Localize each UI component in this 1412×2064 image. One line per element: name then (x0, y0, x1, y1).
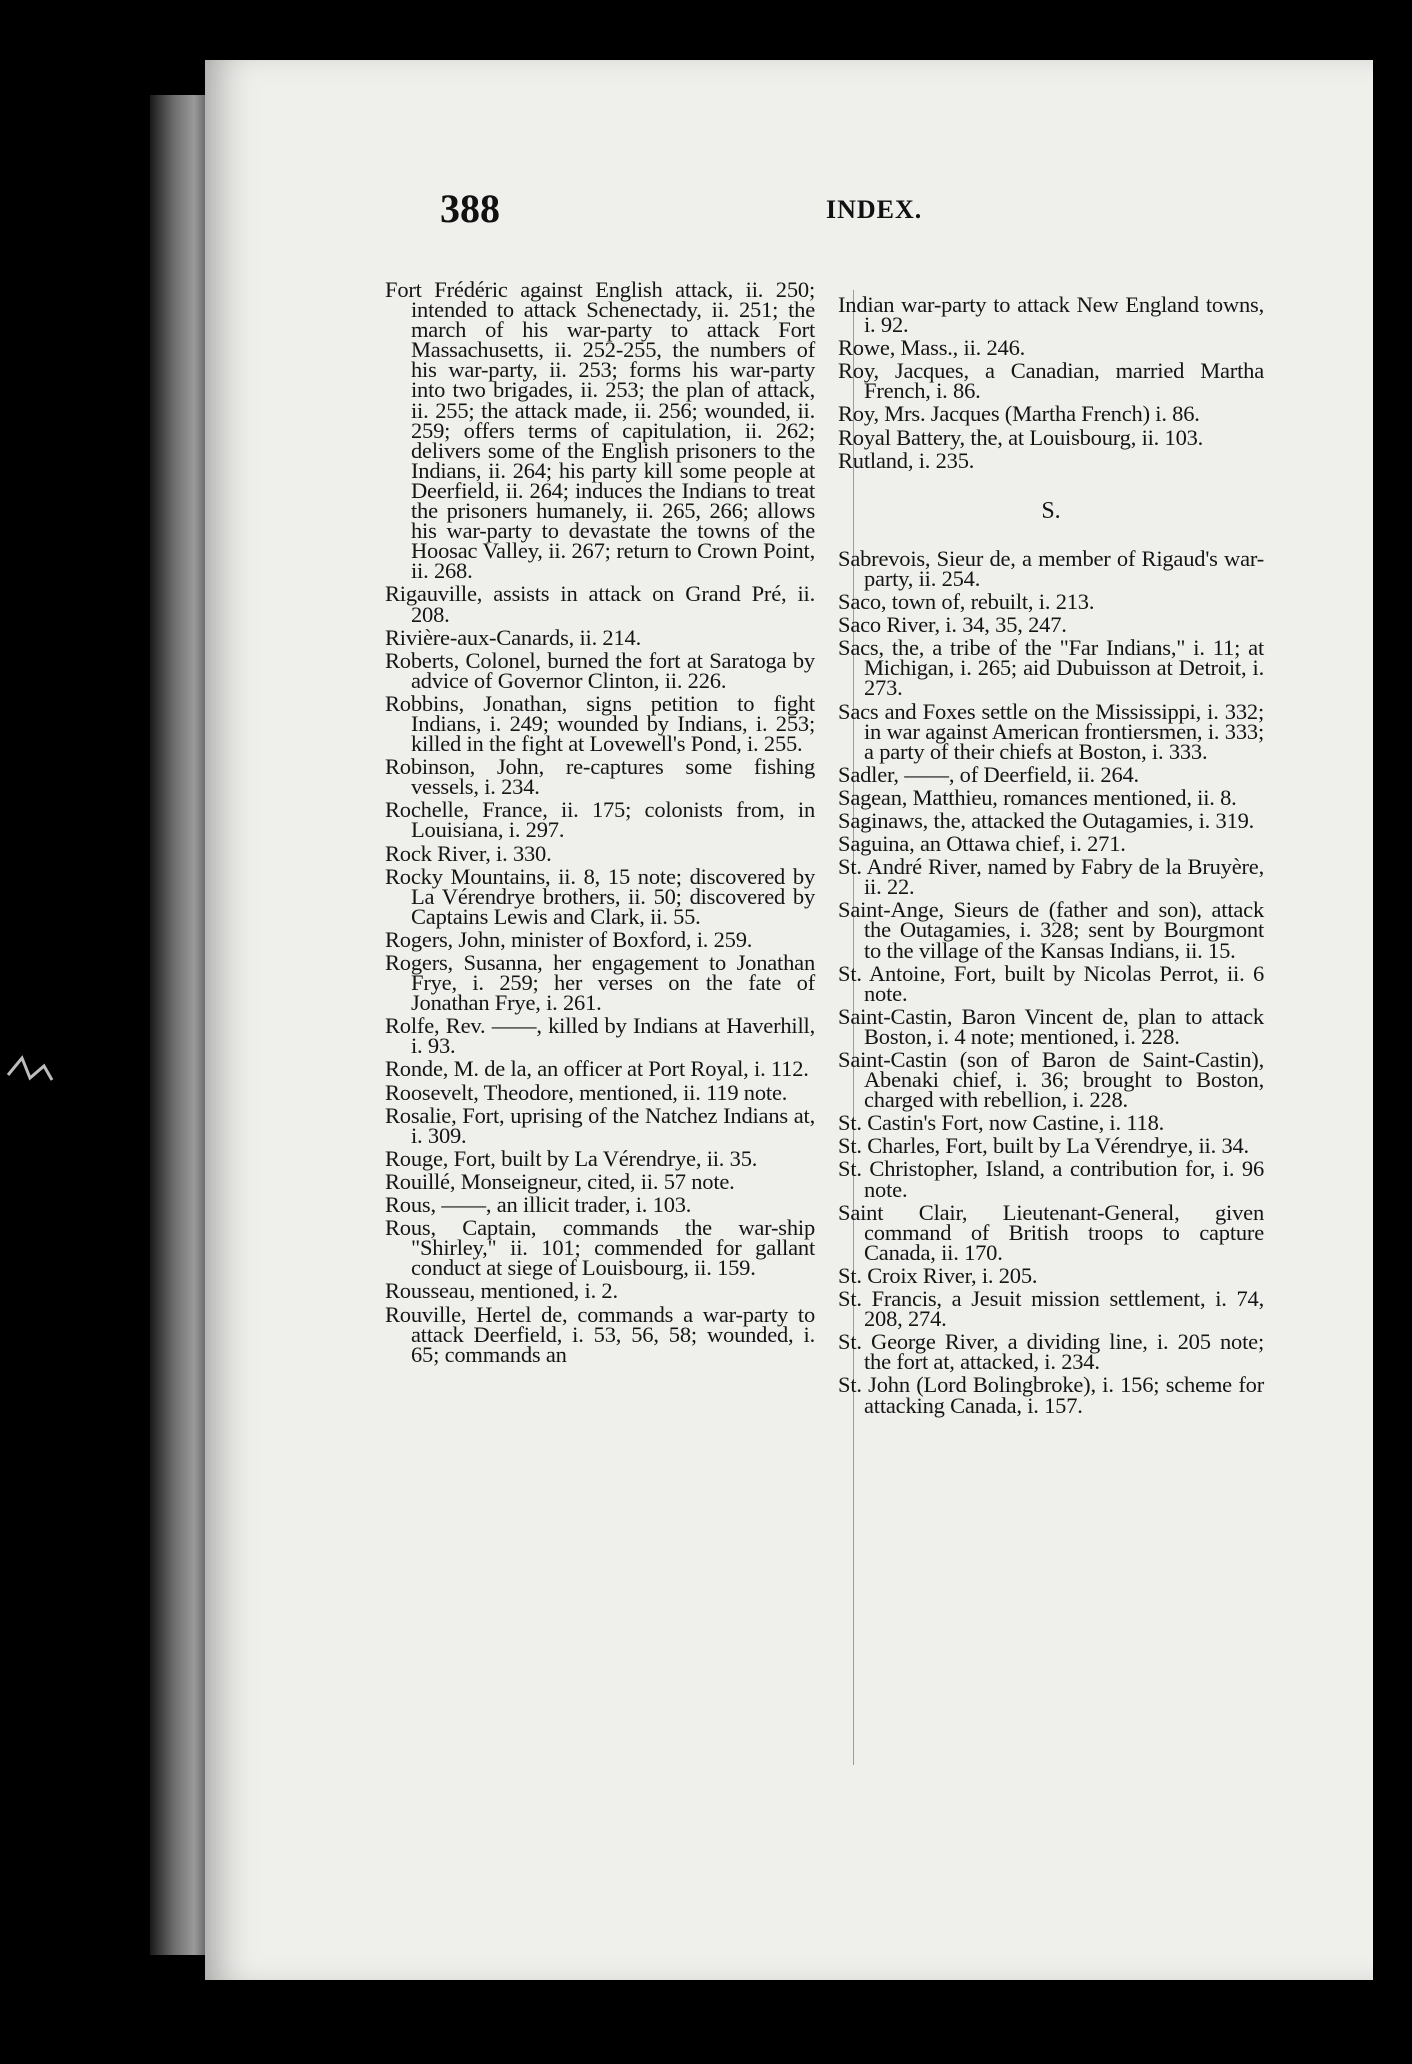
index-entry: Rousseau, mentioned, i. 2. (385, 1278, 618, 1304)
index-entry: Rock River, i. 330. (385, 840, 552, 866)
index-entry: Sabrevois, Sieur de, a member of Rigaud's war-party, ii. 254. (838, 545, 1264, 591)
index-entry: Saguina, an Ottawa chief, i. 271. (838, 831, 1126, 857)
index-entry: Rosalie, Fort, uprising of the Natchez Indians at, i. 309. (385, 1102, 815, 1148)
index-entry: Rivière-aux-Canards, ii. 214. (385, 624, 642, 650)
index-entry: St. Christopher, Island, a contribution for, i. 96 note. (838, 1156, 1264, 1202)
index-entry: Saco River, i. 34, 35, 247. (838, 612, 1067, 638)
index-entry: Rigauville, assists in attack on Grand Pré, ii. 208. (385, 581, 815, 627)
margin-mark (0, 1050, 70, 1110)
index-entry: St. Charles, Fort, built by La Vérendrye, ii. 34. (838, 1133, 1249, 1159)
index-entry: St. John (Lord Bolingbroke), i. 156; scheme for attacking Canada, i. 157. (838, 1372, 1264, 1418)
index-entry: Sacs, the, a tribe of the "Far Indians," i. 11; at Michigan, i. 265; aid Dubuisson at Detroit, i. 273. (838, 635, 1264, 701)
index-column-right (838, 292, 1264, 1419)
index-entry: Rouillé, Monseigneur, cited, ii. 57 note. (385, 1168, 735, 1194)
index-entry: Rous, Captain, commands the war-ship "Shirley," ii. 101; commended for gallant conduct at siege of Louisbourg, ii. 159. (385, 1215, 815, 1281)
index-entry: Rocky Mountains, ii. 8, 15 note; discovered by La Vérendrye brothers, ii. 50; discovered by Captains Lewis and Clark, ii. 55. (385, 863, 815, 929)
index-entry: Roy, Mrs. Jacques (Martha French) i. 86. (838, 401, 1200, 427)
index-entry: Robbins, Jonathan, signs petition to fight Indians, i. 249; wounded by Indians, i. 253; killed in the fight at Lovewell's Pond, i. 255. (385, 690, 815, 757)
index-entry: Rous, ——, an illicit trader, i. 103. (385, 1192, 692, 1218)
index-entry: Robinson, John, re-captures some fishing vessels, i. 234. (385, 754, 815, 800)
index-entry: St. Francis, a Jesuit mission settlement, i. 74, 208, 274. (838, 1286, 1264, 1332)
index-entry: Roy, Jacques, a Canadian, married Martha French, i. 86. (838, 358, 1264, 404)
index-entry: Sagean, Matthieu, romances mentioned, ii. 8. (838, 784, 1237, 810)
index-entry: Saco, town of, rebuilt, i. 213. (838, 589, 1095, 615)
index-entry: Rogers, Susanna, her engagement to Jonathan Frye, i. 259; her verses on the fate of Jonathan Frye, i. 261. (385, 950, 815, 1016)
index-entry: Saint-Castin (son of Baron de Saint-Castin), Abenaki chief, i. 36; brought to Boston, charged with rebellion, i. 228. (838, 1047, 1264, 1113)
index-entry: St. Antoine, Fort, built by Nicolas Perrot, ii. 6 note. (838, 960, 1264, 1006)
index-entry: St. George River, a dividing line, i. 205 note; the fort at, attacked, i. 234. (838, 1329, 1264, 1375)
index-entry: Royal Battery, the, at Louisbourg, ii. 103. (838, 424, 1204, 450)
running-head: INDEX. (826, 195, 923, 224)
index-entry: Rochelle, France, ii. 175; colonists from, in Louisiana, i. 297. (385, 797, 815, 843)
index-entry: Saint-Castin, Baron Vincent de, plan to attack Boston, i. 4 note; mentioned, i. 228. (838, 1003, 1264, 1049)
index-entry: Ronde, M. de la, an officer at Port Royal, i. 112. (385, 1056, 809, 1082)
index-entry: St. Croix River, i. 205. (838, 1262, 1038, 1288)
index-entry: Saint-Ange, Sieurs de (father and son), attack the Outagamies, i. 328; sent by Bourgmont to the village of the Kansas Indians, ii. 15. (838, 897, 1264, 963)
index-entry: St. André River, named by Fabry de la Bruyère, ii. 22. (838, 854, 1264, 900)
section-letter-heading: S. (1041, 497, 1061, 524)
index-entry: Rouge, Fort, built by La Vérendrye, ii. 35. (385, 1145, 758, 1171)
index-entry: Roberts, Colonel, burned the fort at Saratoga by advice of Governor Clinton, ii. 226. (385, 647, 815, 693)
index-entry: Sadler, ——, of Deerfield, ii. 264. (838, 761, 1139, 787)
index-entry: Rutland, i. 235. (838, 447, 975, 473)
index-entry: Indian war-party to attack New England towns, i. 92. (838, 292, 1264, 338)
index-entry: Rowe, Mass., ii. 246. (838, 335, 1026, 361)
page-number: 388 (440, 186, 500, 231)
index-entry: Sacs and Foxes settle on the Mississippi, i. 332; in war against American frontiersmen, i. 333; a party of their chiefs at Boston, i. 333. (838, 698, 1264, 764)
index-entry: Saint Clair, Lieutenant-General, given command of British troops to capture Canada, ii. 170. (838, 1199, 1264, 1265)
index-entry: Fort Frédéric against English attack, ii. 250; intended to attack Schenectady, ii. 251; the march of his war-party to attack Fort Massachusetts, ii. 252-255, the numbers of his war-party, ii. 253; forms his war-party into two brigades, ii. 253; the plan of attack, ii. 255; the attack made, ii. 256; wounded, ii. 259; offers terms of capitulation, ii. 262; delivers some of the English prisoners to the Indians, ii. 264; his party kill some people at Deerfield, ii. 264; induces the Indians to treat the prisoners humanely, ii. 265, 266; allows his war-party to devastate the towns of the Hoosac Valley, ii. 267; return to Crown Point, ii. 268. (385, 277, 815, 584)
index-entry: Saginaws, the, attacked the Outagamies, i. 319. (838, 807, 1255, 833)
index-entry: Roosevelt, Theodore, mentioned, ii. 119 note. (385, 1079, 788, 1105)
index-entry: Rouville, Hertel de, commands a war-party to attack Deerfield, i. 53, 56, 58; wounded, i. 65; commands an (385, 1301, 815, 1367)
index-entry: Rolfe, Rev. ——, killed by Indians at Haverhill, i. 93. (385, 1013, 815, 1059)
index-column-left (385, 277, 815, 1368)
index-entry: St. Castin's Fort, now Castine, i. 118. (838, 1110, 1165, 1136)
index-entry: Rogers, John, minister of Boxford, i. 259. (385, 926, 753, 952)
